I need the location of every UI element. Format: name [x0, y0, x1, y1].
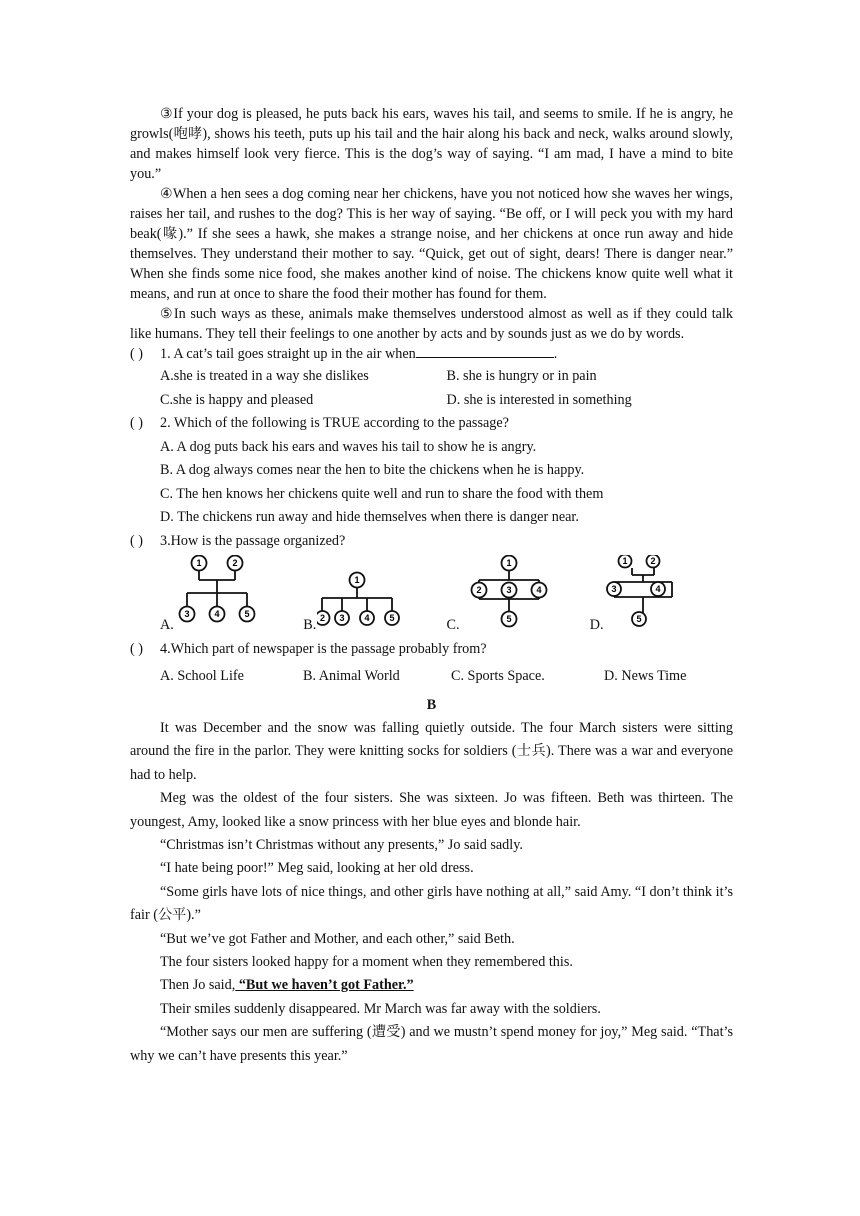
fill-in-blank-line [416, 344, 554, 358]
story-paragraph: The four sisters looked happy for a moment when they remembered this. [160, 954, 573, 971]
option-c: C. Sports Space. [451, 668, 545, 684]
option-b: B. she is hungry or in pain [446, 368, 597, 384]
diagram-node-number: 2 [320, 613, 326, 623]
option-c: C. The hen knows her chickens quite well and run to share the food with them [160, 485, 604, 502]
option-a-letter: A. [160, 617, 174, 633]
diagram-option-d [590, 555, 733, 637]
question-1-stem: 1. A cat’s tail goes straight up in the air when [160, 346, 416, 362]
option-a: A. A dog puts back his ears and waves his tail to show he is angry. [160, 438, 537, 455]
diagram-node-number: 5 [505, 614, 512, 624]
diagram-node-number: 3 [611, 584, 617, 594]
question-1: ( ) 1. A cat’s tail goes straight up in the air when . [130, 346, 558, 362]
diagram-node-number: 2 [650, 556, 656, 566]
option-d: D. News Time [604, 668, 687, 684]
diagram-node-number: 4 [655, 584, 661, 594]
document-page [130, 104, 733, 1068]
question-4-stem: 4.Which part of newspaper is the passage probably from? [160, 641, 487, 657]
question-3 [130, 530, 733, 554]
story-paragraph: It was December and the snow was falling quietly outside. The four March sisters were sitting around the fire in the parlor. They were knitting socks for soldiers (士兵). There was a war and everyone had to help. [130, 720, 733, 783]
diagram-node-number: 2 [475, 585, 482, 595]
question-1-options-row-1 [130, 364, 733, 388]
story-paragraph: “But we’ve got Father and Mother, and each other,” said Beth. [160, 930, 515, 947]
diagram-option-a [160, 555, 303, 637]
diagram-node-number: 2 [232, 558, 238, 568]
diagram-node-number: 5 [244, 609, 250, 619]
diagram-node-number: 1 [622, 556, 628, 566]
diagram-c-tree [469, 555, 579, 635]
story-paragraph: “Some girls have lots of nice things, and other girls have nothing at all,” said Amy. “I don’t think it’s fair (公平).” [130, 883, 733, 924]
diagram-node-number: 4 [214, 609, 220, 619]
question-3-stem: 3.How is the passage organized? [160, 532, 346, 549]
structure-diagrams [130, 555, 733, 637]
passage-paragraph-3: ③If your dog is pleased, he puts back his ears, waves his tail, and seems to smile. If he is angry, he growls(咆哮), shows his teeth, puts up his tail and the hair along his back and neck, walks around slowly, and makes himself look very fierce. This is the dog’s way of saying. “I am mad, I have a mind to bite you.” [130, 106, 733, 182]
diagram-a-tree [172, 555, 282, 635]
question-2-stem: 2. Which of the following is TRUE according to the passage? [160, 415, 509, 431]
diagram-node-number: 5 [389, 613, 395, 623]
diagram-node-number: 3 [339, 613, 345, 623]
question-2-options [130, 436, 733, 530]
option-b: B. Animal World [303, 668, 400, 684]
option-c-letter: C. [446, 617, 460, 633]
question-1-options-row-2 [130, 388, 733, 412]
diagram-node-number: 1 [354, 575, 360, 585]
diagram-d-tree [604, 555, 714, 635]
diagram-node-number: 1 [505, 558, 512, 568]
option-c: C.she is happy and pleased [160, 392, 314, 408]
answer-blank[interactable]: ( ) [130, 346, 143, 362]
story-paragraph: “Mother says our men are suffering (遭受) and we mustn’t spend money for joy,” Meg said. “That’s why we can’t have presents this year.” [130, 1024, 733, 1064]
option-b-letter: B. [303, 617, 317, 633]
question-4 [130, 637, 733, 661]
option-b: B. A dog always comes near the hen to bite the chickens when he is happy. [160, 462, 585, 478]
question-2 [130, 412, 733, 436]
diagram-node-number: 4 [364, 613, 370, 623]
diagram-node-number: 1 [196, 558, 202, 568]
option-a: A.she is treated in a way she dislikes [160, 368, 369, 384]
option-d: D. The chickens run away and hide themselves when there is danger near. [160, 509, 579, 525]
option-d-letter: D. [589, 617, 604, 633]
story-paragraph: Meg was the oldest of the four sisters. She was sixteen. Jo was fifteen. Beth was thirteen. The youngest, Amy, looked like a snow princess with her blue eyes and blonde hair. [130, 790, 733, 830]
story-paragraph-jo: Then Jo said, “But we haven’t got Father.” [160, 977, 414, 994]
underlined-quote: “But we haven’t got Father.” [235, 977, 414, 994]
diagram-node-number: 3 [184, 609, 190, 619]
diagram-node-number: 5 [636, 614, 642, 624]
diagram-node-number: 3 [505, 585, 512, 595]
diagram-option-b [303, 555, 446, 637]
passage-paragraph-5: ⑤In such ways as these, animals make themselves understood almost as well as if they could talk like humans. They tell their feelings to one another by acts and by sounds just as we do by words. [130, 306, 733, 342]
question-4-options [130, 661, 733, 691]
option-d: D. she is interested in something [446, 392, 632, 408]
section-b-title: B [426, 697, 437, 713]
story-paragraph: Their smiles suddenly disappeared. Mr March was far away with the soldiers. [160, 1000, 601, 1017]
story-paragraph: “I hate being poor!” Meg said, looking at her old dress. [160, 860, 474, 877]
section-b-story [130, 717, 733, 1068]
answer-blank[interactable]: ( ) [130, 641, 143, 657]
answer-blank[interactable]: ( ) [130, 415, 143, 431]
option-a: A. School Life [160, 668, 244, 684]
diagram-b-tree [317, 555, 427, 635]
answer-blank[interactable]: ( ) [130, 532, 143, 549]
diagram-option-c [447, 555, 590, 637]
passage-paragraph-4: ④When a hen sees a dog coming near her chickens, have you not noticed how she waves her wings, raises her tail, and rushes to the dog? This is her way of saying. “Be off, or I will peck you with my hard beak(喙).” If she sees a hawk, she makes a strange noise, and her chickens at once run away and hide themselves. They understand their mother to say. “Quick, get out of sight, dears! There is danger near.” When she finds some nice food, she makes another kind of noise. The chickens know quite well what it means, and run at once to share the food their mother has found for them. [130, 186, 733, 302]
story-paragraph: “Christmas isn’t Christmas without any presents,” Jo said sadly. [160, 837, 523, 854]
diagram-node-number: 4 [535, 585, 542, 595]
